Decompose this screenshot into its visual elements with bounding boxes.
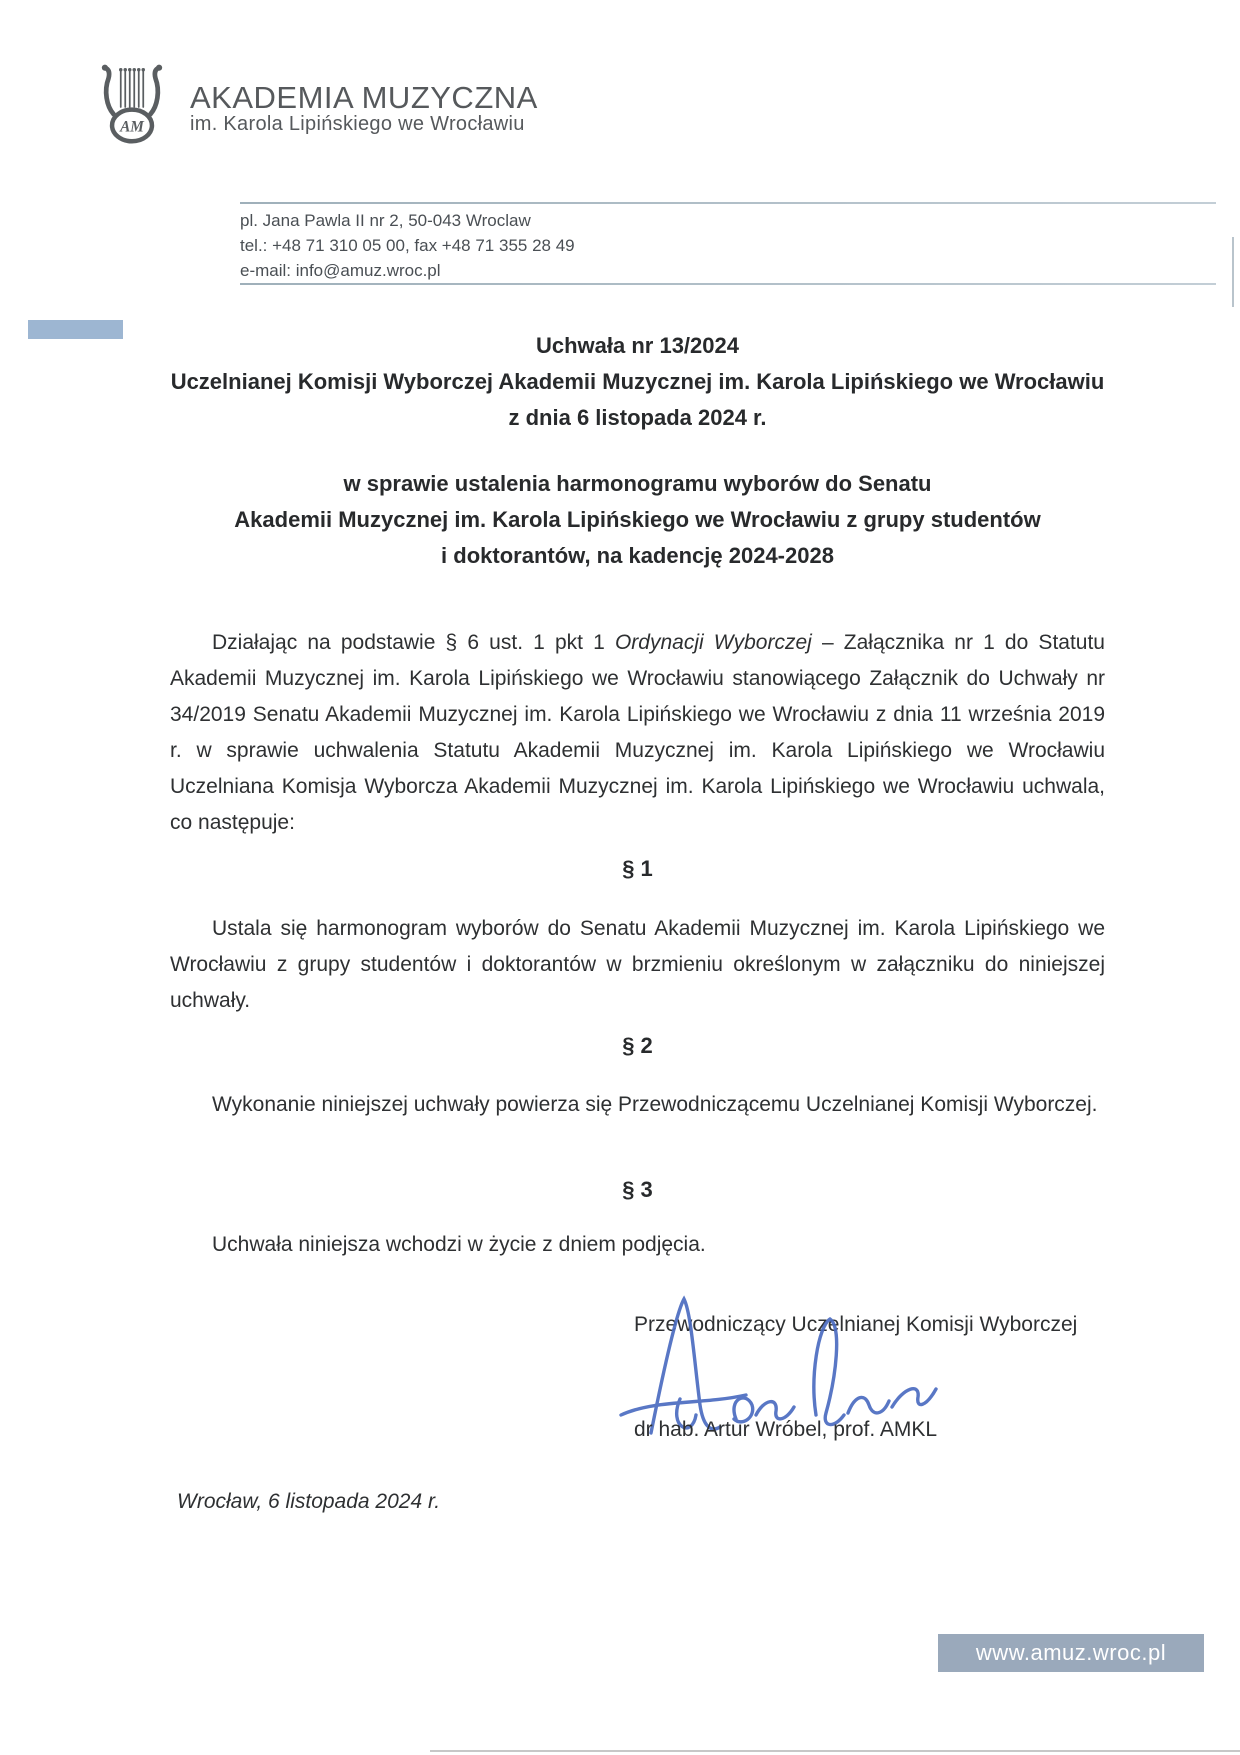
accent-bar: [28, 320, 123, 339]
resolution-subject: [170, 466, 1105, 574]
section-3-body: Uchwała niniejsza wchodzi w życie z dniem podjęcia.: [212, 1233, 706, 1256]
contact-email: e-mail: info@amuz.wroc.pl: [240, 261, 441, 280]
subject-line: Akademii Muzycznej im. Karola Lipińskiego we Wrocławiu z grupy studentów: [234, 507, 1041, 532]
website-url: www.amuz.wroc.pl: [975, 1640, 1167, 1665]
signatory-role: Przewodniczący Uczelnianej Komisji Wyborczej: [634, 1313, 1078, 1336]
preamble-text: – Załącznika nr 1 do Statutu Akademii Muzycznej im. Karola Lipińskiego we Wrocławiu stanowiącego Załącznik do Uchwały nr 34/2019 Senatu Akademii Muzycznej im. Karola Lipińskiego we Wrocławiu z dnia 11 września 2019 r. w sprawie uchwalenia Statutu Akademii Muzycznej im. Karola Lipińskiego we Wrocławiu Uczelniana Komisja Wyborcza Akademii Muzycznej im. Karola Lipińskiego we Wrocławiu uchwala, co następuje:: [170, 631, 1105, 834]
section-1-heading: § 1: [622, 856, 653, 881]
section-2-body: Wykonanie niniejszej uchwały powierza się Przewodniczącemu Uczelnianej Komisji Wyborczej.: [212, 1093, 1098, 1116]
section-3-heading: § 3: [622, 1177, 653, 1202]
contact-phone: tel.: +48 71 310 05 00, fax +48 71 355 28 49: [240, 236, 575, 255]
resolution-title: [170, 328, 1105, 436]
title-number: Uchwała nr 13/2024: [535, 333, 739, 358]
preamble-italic-text: Ordynacji Wyborczej: [614, 631, 812, 654]
subject-line: i doktorantów, na kadencję 2024-2028: [441, 543, 834, 568]
section-2-heading: § 2: [622, 1033, 653, 1058]
lyre-icon: [96, 60, 168, 150]
org-name: AKADEMIA MUZYCZNA: [190, 80, 538, 115]
website-badge: [938, 1634, 1204, 1672]
title-date: z dnia 6 listopada 2024 r.: [508, 405, 767, 430]
title-body: Uczelnianej Komisji Wyborczej Akademii Muzycznej im. Karola Lipińskiego we Wrocławiu: [170, 369, 1105, 394]
scan-artifact-line-right: [1232, 237, 1234, 307]
scan-artifact-line-bottom: [430, 1750, 1240, 1752]
header-rule-bottom: [240, 283, 1216, 285]
dateline: Wrocław, 6 listopada 2024 r.: [177, 1490, 441, 1513]
section-1-body: Ustala się harmonogram wyborów do Senatu Akademii Muzycznej im. Karola Lipińskiego we Wrocławiu z grupy studentów i doktorantów w brzmieniu określonym w załączniku do niniejszej uchwały.: [170, 917, 1105, 1012]
logo-monogram: AM: [120, 118, 144, 136]
preamble-text: Działając na podstawie § 6 ust. 1 pkt 1: [212, 631, 615, 654]
preamble-paragraph: [170, 625, 1105, 841]
header-rule-top: [240, 202, 1216, 204]
contact-block: [240, 208, 575, 283]
org-subtitle: im. Karola Lipińskiego we Wrocławiu: [190, 113, 525, 135]
subject-line: w sprawie ustalenia harmonogramu wyborów do Senatu: [343, 471, 932, 496]
signatory-name: dr hab. Artur Wróbel, prof. AMKL: [634, 1418, 938, 1441]
contact-address: pl. Jana Pawla II nr 2, 50-043 Wroclaw: [240, 211, 531, 230]
